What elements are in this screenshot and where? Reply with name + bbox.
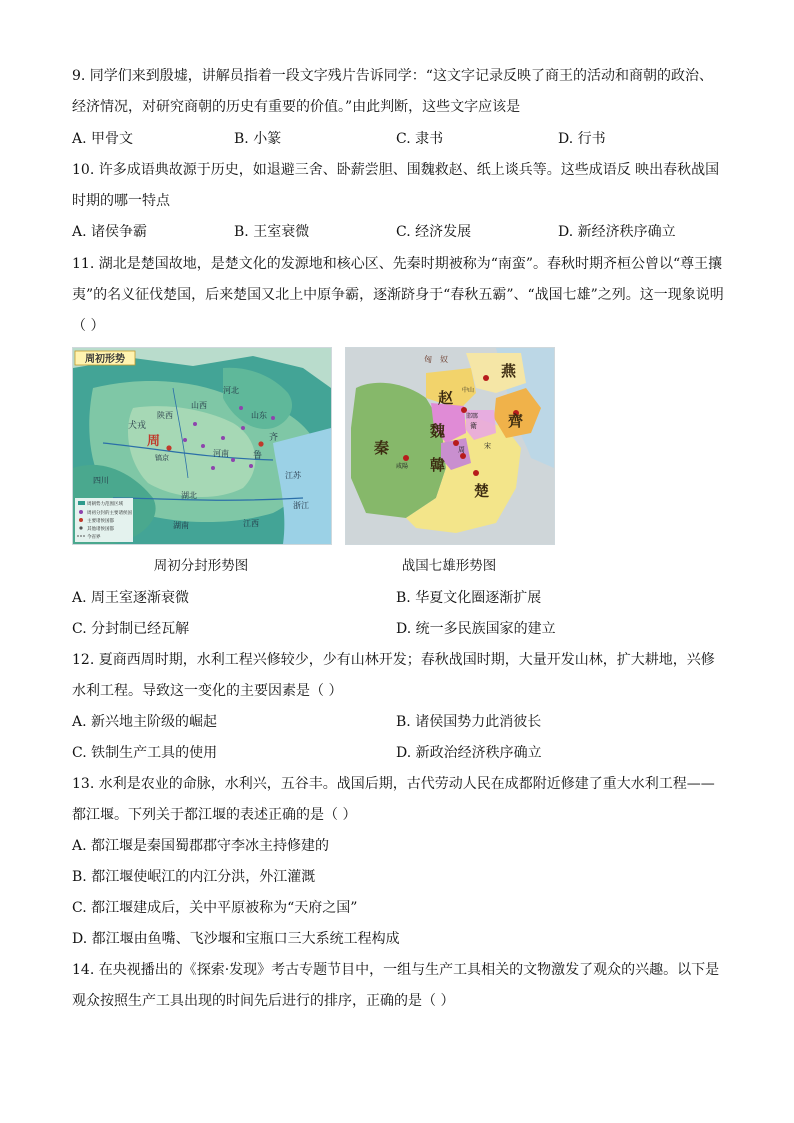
map-label-henan: 河南 [213, 449, 229, 458]
q9-option-a[interactable]: A. 甲骨文 [72, 131, 134, 147]
q9-stem-line2: 经济情况，对研究商朝的历史有重要的价值。”由此判断，这些文字应该是 [72, 99, 521, 115]
map-label-sichuan: 四川 [93, 476, 109, 485]
q12-stem-line2: 水利工程。导致这一变化的主要因素是（ ） [72, 683, 343, 699]
map-label-jiangsu: 江苏 [285, 471, 301, 480]
map-state-yan: 燕 [501, 362, 517, 380]
map-label-handan: 邯鄲 [466, 413, 479, 420]
legend-item-2: 周初分封的主要诸侯国 [87, 511, 132, 516]
q14-stem-line2: 观众按照生产工具出现的时间先后进行的排序，正确的是（ ） [72, 993, 455, 1009]
map-warring-svg [346, 348, 554, 544]
map-label-shanxi: 山西 [191, 401, 207, 410]
q12-option-b[interactable]: B. 诸侯国势力此消彼长 [396, 714, 542, 730]
map-label-jiangxi: 江西 [243, 519, 259, 528]
map-label-xianyang: 咸陽 [396, 463, 409, 470]
map-label-hebei: 河北 [223, 386, 239, 395]
q13-option-b[interactable]: B. 都江堰使岷江的内江分洪，外江灌溉 [72, 869, 316, 885]
map-warring-caption: 战国七雄形势图 [401, 558, 497, 574]
q13-option-a[interactable]: A. 都江堰是秦国蜀郡郡守李冰主持修建的 [72, 838, 330, 854]
q12-option-c[interactable]: C. 铁制生产工具的使用 [72, 745, 218, 761]
q13-option-d[interactable]: D. 都江堰由鱼嘴、飞沙堰和宝瓶口三大系统工程构成 [72, 931, 400, 947]
q10-option-a[interactable]: A. 诸侯争霸 [72, 224, 148, 240]
q11-stem-line2: 夷”的名义征伐楚国，后来楚国又北上中原争霸，逐渐跻身于“春秋五霸”、“战国七雄”之列。这一现象说明 [72, 287, 724, 303]
q11-option-c[interactable]: C. 分封制已经瓦解 [72, 621, 190, 637]
map-state-wey: 衛 [470, 422, 477, 430]
q13-stem-line1: 13. 水利是农业的命脉，水利兴，五谷丰。战国后期，古代劳动人民在成都附近修建了重大水利工程—— [72, 776, 715, 792]
q11-option-d[interactable]: D. 统一多民族国家的建立 [396, 621, 556, 637]
q13-stem-line2: 都江堰。下列关于都江堰的表述正确的是（ ） [72, 807, 357, 823]
q9-stem-line1: 9. 同学们来到殷墟，讲解员指着一段文字残片告诉同学：“这文字记录反映了商王的活动和商朝的政治、 [72, 68, 713, 84]
q10-stem-line2: 时期的哪一特点 [72, 193, 170, 209]
map-zhou-fengjian [72, 347, 332, 545]
map-label-hunan: 湖南 [173, 521, 189, 530]
q9-option-d[interactable]: D. 行书 [558, 131, 606, 147]
map-warring-states [345, 347, 555, 545]
legend-item-1: 周朝势力范围区域 [87, 502, 123, 507]
q11-stem-line1: 11. 湖北是楚国故地，是楚文化的发源地和核心区、先秦时期被称为“南蛮”。春秋时期齐桓公曾以“尊王攘 [72, 256, 723, 272]
map-label-shandong: 山东 [251, 411, 267, 420]
map-state-zhou: 周 [458, 446, 465, 454]
legend-item-3: 主要诸侯国都 [87, 519, 114, 524]
map-label-haojing: 镐京 [155, 454, 169, 462]
map-zhou-caption: 周初分封形势图 [153, 558, 249, 574]
q10-stem-line1: 10. 许多成语典故源于历史，如退避三舍、卧薪尝胆、围魏救赵、纸上谈兵等。这些成语反 映出春秋战国 [72, 162, 720, 178]
map-zhou-svg [73, 348, 331, 544]
map-label-zhou: 周 [147, 434, 161, 449]
q11-stem-line3: （ ） [72, 318, 105, 334]
q10-option-d[interactable]: D. 新经济秩序确立 [558, 224, 676, 240]
legend-item-5: 今省界 [87, 535, 101, 540]
legend-item-4: 其他诸侯国都 [87, 527, 114, 532]
map-state-zhao: 赵 [438, 389, 454, 407]
map-label-qi: 齐 [269, 433, 279, 443]
map-label-lu: 鲁 [253, 451, 263, 461]
map-label-shaanxi: 陕西 [157, 411, 173, 420]
map-state-chu: 楚 [474, 482, 490, 500]
map-label-quanrong: 犬戎 [128, 421, 147, 431]
q12-stem-line1: 12. 夏商西周时期，水利工程兴修较少，少有山林开发；春秋战国时期，大量开发山林，扩大耕地，兴修 [72, 652, 715, 668]
q10-option-b[interactable]: B. 王室衰微 [234, 224, 310, 240]
q10-option-c[interactable]: C. 经济发展 [396, 224, 472, 240]
map-state-qin: 秦 [374, 439, 390, 457]
q11-option-a[interactable]: A. 周王室逐渐衰微 [72, 590, 190, 606]
map-state-zhongshan: 中山 [462, 387, 475, 394]
q9-option-c[interactable]: C. 隶书 [396, 131, 444, 147]
map-state-han: 韓 [430, 456, 446, 474]
q13-option-c[interactable]: C. 都江堰建成后，关中平原被称为“天府之国” [72, 900, 358, 916]
map-label-hubei: 湖北 [181, 491, 197, 500]
map-state-wei: 魏 [430, 422, 446, 440]
map-zhou-title: 周初形势 [85, 354, 125, 365]
map-state-qi: 齊 [508, 412, 524, 430]
q14-stem-line1: 14. 在央视播出的《探索·发现》考古专题节目中，一组与生产工具相关的文物激发了观众的兴趣。以下是 [72, 962, 720, 978]
q12-option-a[interactable]: A. 新兴地主阶级的崛起 [72, 714, 218, 730]
q12-option-d[interactable]: D. 新政治经济秩序确立 [396, 745, 542, 761]
q9-option-b[interactable]: B. 小篆 [234, 131, 282, 147]
map-state-song: 宋 [484, 442, 491, 450]
map-label-zhejiang: 浙江 [293, 501, 309, 510]
map-label-xiongnu: 匈 奴 [424, 355, 448, 364]
q11-option-b[interactable]: B. 华夏文化圈逐渐扩展 [396, 590, 542, 606]
